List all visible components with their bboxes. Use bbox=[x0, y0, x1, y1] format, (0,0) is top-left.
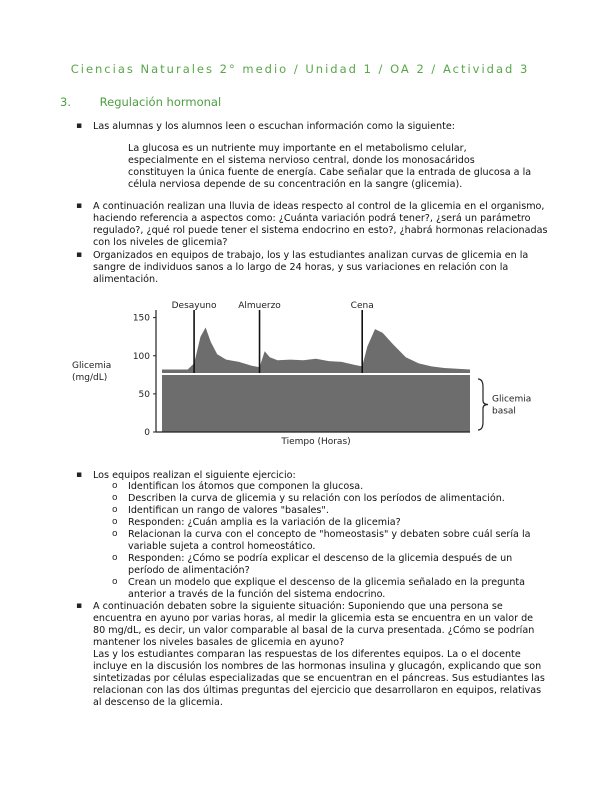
section-number: 3. bbox=[60, 95, 71, 109]
list-marker: o bbox=[112, 493, 118, 503]
list-item: Identifican los átomos que componen la glucosa. bbox=[128, 481, 364, 492]
y-tick-label: 100 bbox=[132, 351, 150, 362]
teamwork-paragraph: Organizados en equipos de trabajo, los y las estudiantes analizan curvas de glicemia en la sangre de individuos sanos a lo largo de 24 horas, y sus variaciones en relación con la alimentación. bbox=[93, 250, 529, 285]
y-tick-label: 50 bbox=[138, 389, 150, 400]
y-tick-label: 150 bbox=[132, 313, 150, 324]
list-marker: o bbox=[112, 577, 118, 587]
list-marker: o bbox=[112, 529, 118, 539]
bullet-marker: ▪ bbox=[76, 121, 83, 131]
bullet-marker: ▪ bbox=[76, 201, 83, 211]
y-tick-label: 0 bbox=[144, 428, 150, 438]
x-axis-label: Tiempo (Horas) bbox=[281, 437, 351, 447]
exercise-intro: Los equipos realizan el siguiente ejercicio: bbox=[93, 470, 296, 481]
list-marker: o bbox=[112, 481, 118, 491]
brainstorm-paragraph: A continuación realizan una lluvia de ideas respecto al control de la glicemia en el organismo, haciendo referencia a aspectos como: ¿Cuánta variación podrá tener?, ¿será un parámetro regulado?, ¿qué rol puede tener el sistema endocrino en esto?, ¿habrá hormonas relacionadas con los niveles de glicemia? bbox=[93, 201, 548, 248]
list-item: Relacionan la curva con el concepto de "homeostasis" y debaten sobre cuál sería la variable sujeta a control homeostático. bbox=[128, 529, 531, 552]
bullet-marker: ▪ bbox=[76, 250, 83, 260]
glycemia-chart bbox=[70, 300, 540, 450]
closing-paragraph: Las y los estudiantes comparan las respuestas de los diferentes equipos. La o el docente incluye en la discusión los nombres de las hormonas insulina y glucagón, explicando que son sintetizadas por células especializadas que se encuentran en el páncreas. Sus estudiantes las relacionan con las dos últimas preguntas del ejercicio que desarrollaron en equipos, relativas al descenso de la glicemia. bbox=[93, 649, 545, 708]
list-item: Responden: ¿Cuán amplia es la variación de la glicemia? bbox=[128, 517, 401, 528]
y-axis-label: Glicemia bbox=[72, 361, 112, 371]
basal-brace bbox=[478, 379, 488, 430]
bullet-marker: ▪ bbox=[76, 601, 83, 611]
bullet-marker: ▪ bbox=[76, 470, 83, 480]
section-title: Regulación hormonal bbox=[99, 95, 222, 109]
basal-label: Glicemia bbox=[492, 394, 532, 405]
page-header: Ciencias Naturales 2° medio / Unidad 1 / OA 2 / Actividad 3 bbox=[70, 62, 530, 76]
basal-label-line2: basal bbox=[492, 406, 516, 417]
list-marker: o bbox=[112, 505, 118, 515]
meal-label: Cena bbox=[350, 301, 374, 311]
glycemia-curve-area bbox=[162, 328, 470, 433]
list-item: Describen la curva de glicemia y su relación con los períodos de alimentación. bbox=[128, 493, 505, 504]
meal-label: Almuerzo bbox=[238, 301, 281, 311]
list-item: Crean un modelo que explique el descenso de la glicemia señalado en la pregunta anterior a través de la función del sistema endocrino. bbox=[128, 577, 526, 600]
quote-block: La glucosa es un nutriente muy importante en el metabolismo celular, especialmente en el sistema nervioso central, donde los monosacáridos constituyen la única fuente de energía. Cabe señalar que la entrada de glucosa a la célula nerviosa depende de su concentración en la sangre (glicemia). bbox=[128, 143, 532, 190]
list-item: Identifican un rango de valores "basales". bbox=[128, 505, 329, 516]
meal-label: Desayuno bbox=[171, 301, 217, 311]
y-axis-label-unit: (mg/dL) bbox=[72, 373, 108, 383]
glycemia-chart-svg bbox=[70, 300, 540, 450]
list-marker: o bbox=[112, 553, 118, 563]
fasting-paragraph: A continuación debaten sobre la siguiente situación: Suponiendo que una persona se encuentra en ayuno por varias horas, al medir la glicemia esta se encuentra en un valor de 80 mg/dL, es decir, un valor comparable al basal de la curva presentada. ¿Cómo se podrían mantener los niveles basales de glicemia en ayuno? bbox=[93, 601, 535, 648]
intro-text: Las alumnas y los alumnos leen o escuchan información como la siguiente: bbox=[93, 121, 455, 132]
section-heading bbox=[60, 95, 221, 109]
list-marker: o bbox=[112, 517, 118, 527]
list-item: Responden: ¿Cómo se podría explicar el descenso de la glicemia después de un período de alimentación? bbox=[128, 553, 513, 576]
